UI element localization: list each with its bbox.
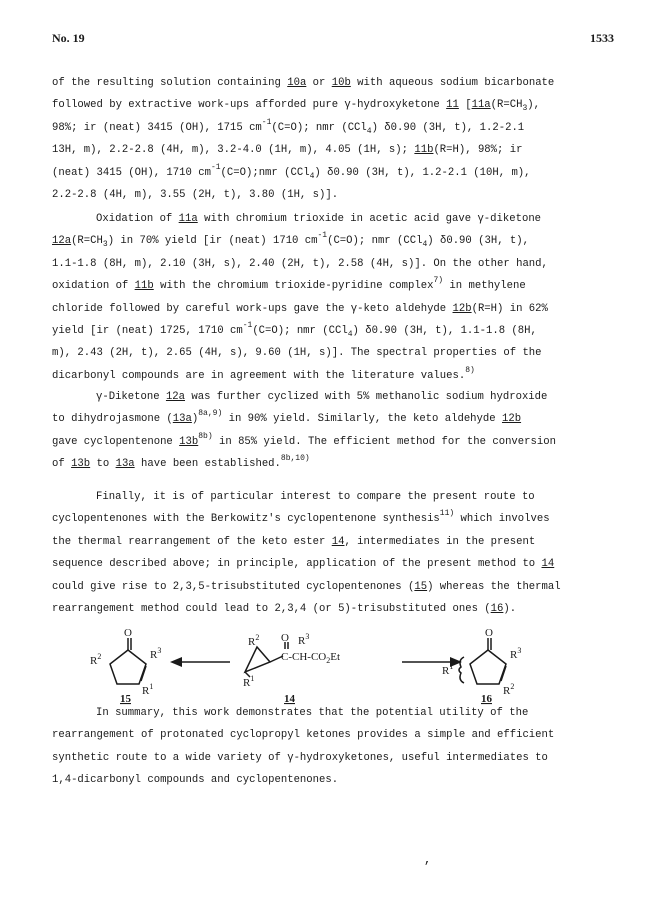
paragraph-oxidation (52, 208, 624, 387)
text-line: synthetic route to a wide variety of γ-hydroxyketones, useful intermediates to (52, 751, 548, 764)
arrow-to-15 (170, 657, 230, 667)
compound-label-15: 15 (120, 693, 131, 705)
text-line: oxidation of 11b with the chromium trioxide-pyridine complex$^{7)}$ in methylene (52, 276, 526, 293)
paragraph-hydroxyketone-data (52, 72, 624, 206)
text-line: followed by extractive work-ups afforded pure γ-hydroxyketone 11 [$11a(R=CH_3)$, (52, 99, 540, 114)
compound-label-16: 16 (481, 693, 492, 705)
text-line: rearrangement of protonated cyclopropyl ketones provides a simple and efficient (52, 729, 555, 742)
text-line: rearrangement method could lead to 2,3,4 (or 5)-trisubstituted ones (16). (52, 602, 517, 615)
page-number: 1533 (590, 31, 614, 45)
text-line: yield [ir (neat) 1725, 1710 $cm^{-1}(C=O)$; nmr (CCl$_4$) δ0.90 (3H, t), 1.1-1.8 (8H, (52, 320, 537, 339)
text-line: 1,4-dicarbonyl compounds and cyclopentenones. (52, 774, 339, 787)
paragraph-summary (52, 702, 624, 792)
ester-chain-14: $C-CH-CO_2Et$ (281, 651, 341, 665)
text-line: Oxidation of 11a with chromium trioxide in acetic acid gave γ-diketone (96, 213, 542, 225)
text-line: m), 2.43 (2H, t), 2.65 (4H, s), 9.60 (1H, s)]. The spectral properties of the (52, 347, 542, 360)
text-line: the thermal rearrangement of the keto ester 14, intermediates in the present (52, 535, 536, 548)
substituent-r3-15: $R^3$ (150, 646, 162, 661)
structure-16 (459, 638, 506, 684)
compound-label-14: 14 (284, 693, 295, 705)
substituent-r1-14: $R^1$ (243, 674, 255, 689)
carbonyl-o-14: O (281, 632, 289, 644)
substituent-r2-14: $R^2$ (248, 633, 260, 648)
text-line: 1.1-1.8 (8H, m), 2.10 (3H, s), 2.40 (2H, t), 2.58 (4H, s)]. On the other hand, (52, 257, 548, 270)
text-line: to dihydrojasmone $(13a)^{8a,9)}$ in 90% yield. Similarly, the keto aldehyde 12b (52, 409, 522, 426)
structure-15 (110, 638, 146, 684)
text-line: 2.2-2.8 (4H, m), 3.55 (2H, t), 3.80 (1H, s)]. (52, 188, 339, 201)
text-line: Finally, it is of particular interest to compare the present route to (96, 491, 535, 503)
substituent-r2-15: $R^2$ (90, 652, 102, 667)
paragraph-comparison (52, 486, 624, 620)
text-line: of the resulting solution containing 10a or 10b with aqueous sodium bicarbonate (52, 77, 555, 89)
substituent-r1-16: $R^1$ (442, 662, 454, 677)
text-line: gave cyclopentenone $13b^{8b)}$ in 85% yield. The efficient method for the conversion (52, 431, 556, 448)
text-line: (neat) 3415 (OH), 1710 $cm^{-1}(C=O);nmr$ (CCl$_4$) δ0.90 (3H, t), 1.2-2.1 (10H, m), (52, 162, 531, 181)
journal-issue: No. 19 (52, 31, 85, 45)
stray-mark: , (424, 853, 432, 867)
carbonyl-o-16: O (485, 627, 493, 639)
text-line: 13H, m), 2.2-2.8 (4H, m), 3.2-4.0 (1H, m), 4.05 (1H, s); 11b(R=H), 98%; ir (52, 144, 523, 157)
paragraph-cyclization (52, 386, 624, 476)
carbonyl-o-15: O (124, 627, 132, 639)
text-line: γ-Diketone 12a was further cyclized with 5% methanolic sodium hydroxide (96, 391, 548, 403)
text-line: $12a(R=CH_3)$ in 70% yield [ir (neat) 1710 $cm^{-1}(C=O)$; nmr (CCl$_4$) δ0.90 (3H, t), (52, 231, 529, 250)
substituent-r2-16: $R^2$ (503, 682, 515, 697)
text-line: of 13b to 13a have been established.$^{8b,10)}$ (52, 454, 310, 471)
text-line: In summary, this work demonstrates that the potential utility of the (96, 707, 529, 719)
text-line: 98%; ir (neat) 3415 (OH), 1715 $cm^{-1}(C=O)$; nmr (CCl$_4$) δ0.90 (3H, t), 1.2-2.1 (52, 117, 525, 136)
text-line: could give rise to 2,3,5-trisubstituted cyclopentenones (15) whereas the thermal (52, 580, 561, 593)
text-line: cyclopentenones with the Berkowitz's cyclopentenone synthesis$^{11)}$ which involves (52, 509, 550, 526)
substituent-r1-15: $R^1$ (142, 682, 154, 697)
reaction-scheme (0, 612, 672, 712)
text-line: chloride followed by careful work-ups gave the γ-keto aldehyde 12b(R=H) in 62% (52, 302, 548, 315)
substituent-r3-14: $R^3$ (298, 632, 310, 647)
substituent-r3-16: $R^3$ (510, 646, 522, 661)
text-line: dicarbonyl compounds are in agreement with the literature values.$^{8)}$ (52, 365, 475, 382)
text-line: sequence described above; in principle, application of the present method to 14 (52, 558, 555, 571)
